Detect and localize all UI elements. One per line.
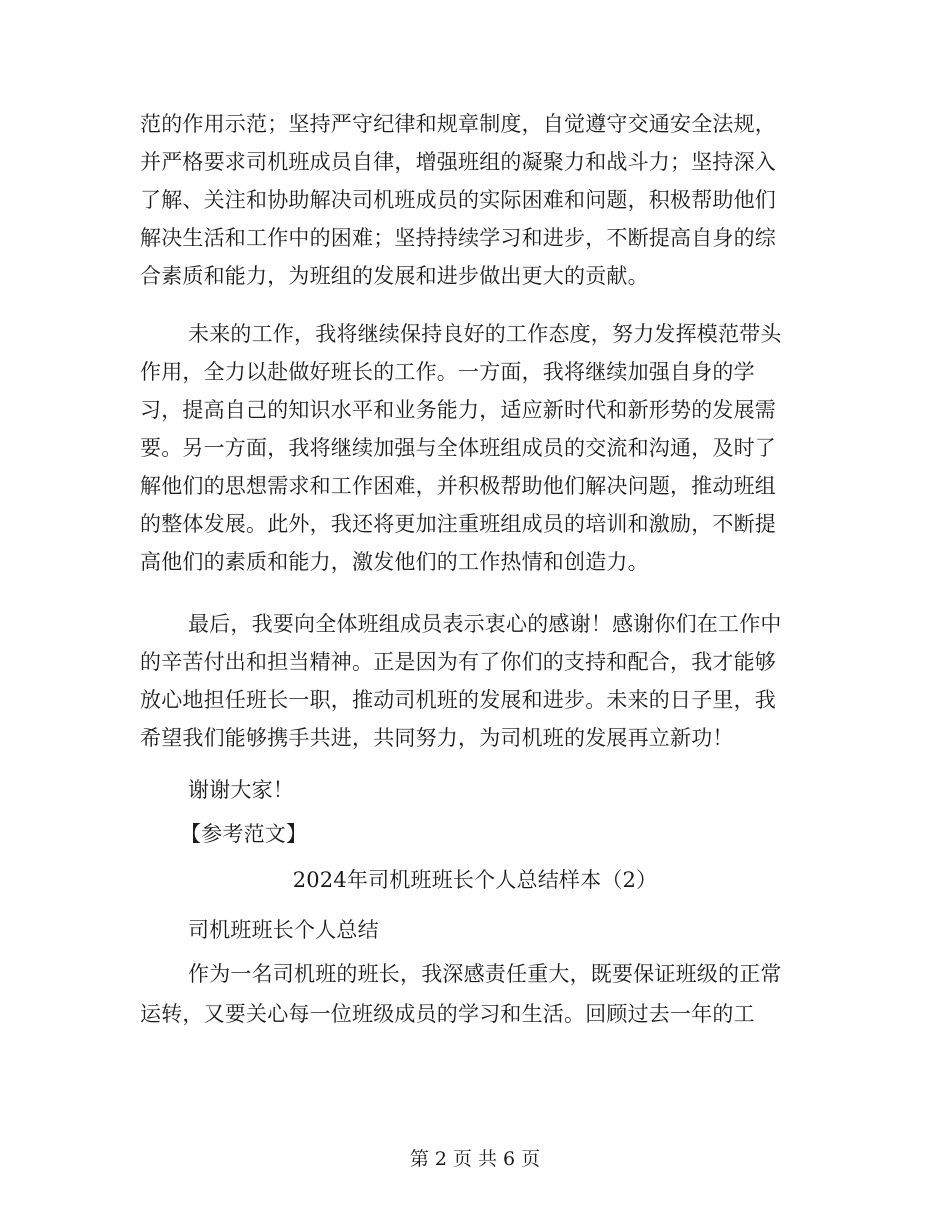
reference-label: 【参考范文】 [180,822,308,846]
paragraph-3-line-4: 希望我们能够携手共进，共同努力，为司机班的发展再立新功！ [140,726,734,750]
paragraph-2-line-4: 要。另一方面，我将继续加强与全体班组成员的交流和沟通，及时了 [140,436,776,460]
page-footer: 第 2 页 共 6 页 [409,1148,541,1170]
paragraph-1-line-5: 合素质和能力，为班组的发展和进步做出更大的贡献。 [140,264,649,288]
paragraph-1-line-4: 解决生活和工作中的困难；坚持持续学习和进步，不断提高自身的综 [140,226,776,250]
paragraph-3-line-2: 的辛苦付出和担当精神。正是因为有了你们的支持和配合，我才能够 [140,650,776,674]
paragraph-3-line-1: 最后，我要向全体班组成员表示衷心的感谢！感谢你们在工作中 [188,612,782,636]
paragraph-2-line-5: 解他们的思想需求和工作困难，并积极帮助他们解决问题，推动班组 [140,474,776,498]
paragraph-2-line-7: 高他们的素质和能力，激发他们的工作热情和创造力。 [140,550,649,574]
closing-thanks: 谢谢大家！ [188,778,294,802]
paragraph-4-line-2: 运转，又要关心每一位班级成员的学习和生活。回顾过去一年的工 [140,1002,755,1026]
paragraph-2-line-1: 未来的工作，我将继续保持良好的工作态度，努力发挥模范带头 [188,322,782,346]
subtitle: 司机班班长个人总结 [188,918,379,942]
paragraph-1-line-3: 了解、关注和协助解决司机班成员的实际困难和问题，积极帮助他们 [140,188,776,212]
paragraph-1-line-2: 并严格要求司机班成员自律，增强班组的凝聚力和战斗力；坚持深入 [140,150,776,174]
section-title: 2024年司机班班长个人总结样本（2） [292,868,658,892]
paragraph-3-line-3: 放心地担任班长一职，推动司机班的发展和进步。未来的日子里，我 [140,688,776,712]
paragraph-2-line-3: 习，提高自己的知识水平和业务能力，适应新时代和新形势的发展需 [140,398,776,422]
paragraph-2-line-6: 的整体发展。此外，我还将更加注重班组成员的培训和激励，不断提 [140,512,776,536]
paragraph-2-line-2: 作用，全力以赴做好班长的工作。一方面，我将继续加强自身的学 [140,360,755,384]
paragraph-4-line-1: 作为一名司机班的班长，我深感责任重大，既要保证班级的正常 [188,962,782,986]
paragraph-1-line-1: 范的作用示范；坚持严守纪律和规章制度，自觉遵守交通安全法规， [140,112,776,136]
